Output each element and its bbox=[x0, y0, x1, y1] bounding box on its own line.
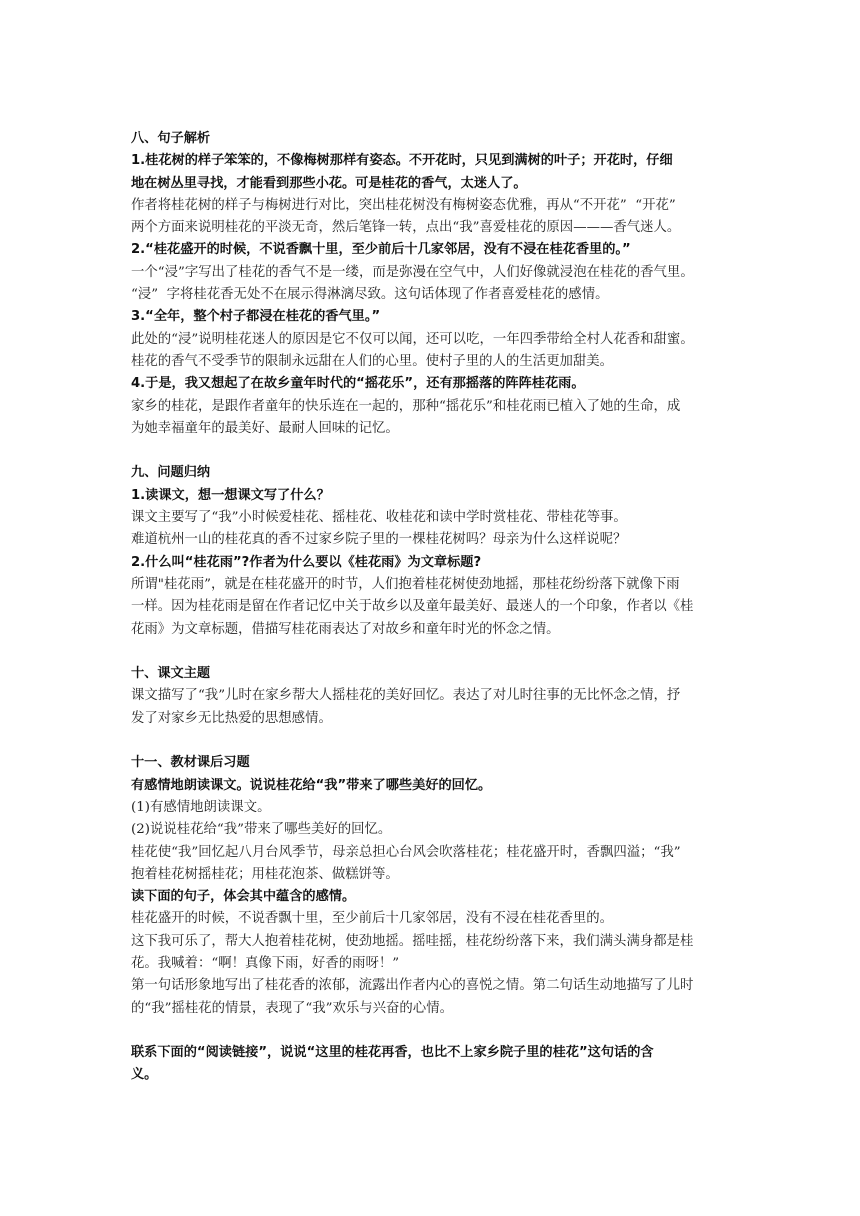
document-page bbox=[131, 128, 737, 1087]
exercise-answer-2-line-2: 这下我可乐了，帮大人抱着桂花树，使劲地摇。摇哇摇，桂花纷纷落下来，我们满头满身都是桂 bbox=[131, 933, 694, 949]
exercise-answer-2-line-5: 的“我”摇桂花的情景，表现了“我”欢乐与兴奋的心情。 bbox=[131, 1000, 453, 1016]
exercise-answer-2-line-1: 桂花盛开的时候，不说香飘十里，至少前后十几家邻居，没有不浸在桂花香里的。 bbox=[131, 911, 614, 927]
exercise-answer-1-line-1: (1)有感情地朗读课文。 bbox=[131, 799, 271, 815]
section-heading-exercises: 十一、教材课后习题 bbox=[131, 755, 250, 771]
summary-answer-2-line-3: 花雨》为文章标题，借描写桂花雨表达了对故乡和童年时光的怀念之情。 bbox=[131, 621, 560, 637]
summary-question-1: 1.读课文，想一想课文写了什么？ bbox=[131, 487, 330, 503]
answer-4-line-2: 为她幸福童年的最美好、最耐人回味的记忆。 bbox=[131, 420, 399, 436]
exercise-answer-1-line-4: 抱着桂花树摇桂花；用桂花泡茶、做糕饼等。 bbox=[131, 866, 399, 882]
spacer bbox=[131, 440, 737, 462]
summary-question-2: 2.什么叫“桂花雨”?作者为什么要以《桂花雨》为文章标题? bbox=[131, 554, 482, 570]
exercise-answer-1-line-3: 桂花使“我”回忆起八月台风季节，母亲总担心台风会吹落桂花；桂花盛开时，香飘四溢；“我” bbox=[131, 844, 681, 860]
answer-3-line-1: 此处的“浸”说明桂花迷人的原因是它不仅可以闻，还可以吃，一年四季带给全村人花香和甜蜜。 bbox=[131, 331, 694, 347]
question-2: 2.“桂花盛开的时候，不说香飘十里，至少前后十几家邻居，没有不浸在桂花香里的。” bbox=[131, 242, 631, 258]
section-heading-theme: 十、课文主题 bbox=[131, 666, 211, 682]
answer-4-line-1: 家乡的桂花，是跟作者童年的快乐连在一起的，那种“摇花乐”和桂花雨已植入了她的生命，成 bbox=[131, 398, 681, 414]
answer-1-line-1: 作者将桂花树的样子与梅树进行对比，突出桂花树没有梅树姿态优雅，再从“不开花” “开花” bbox=[131, 197, 676, 213]
answer-1-line-2: 两个方面来说明桂花的平淡无奇，然后笔锋一转，点出“我”喜爱桂花的原因———香气迷人。 bbox=[131, 220, 681, 236]
spacer bbox=[131, 641, 737, 663]
summary-answer-2-line-1: 所谓"桂花雨”，就是在桂花盛开的时节，人们抱着桂花树使劲地摇，那桂花纷纷落下就像下雨 bbox=[131, 576, 680, 592]
question-1-line-2: 地在树丛里寻找，才能看到那些小花。可是桂花的香气，太迷人了。 bbox=[131, 175, 527, 191]
question-3: 3.“全年，整个村子都浸在桂花的香气里。” bbox=[131, 309, 381, 325]
spacer bbox=[131, 1020, 737, 1042]
exercise-question-3-line-1: 联系下面的“阅读链接”，说说“这里的桂花再香，也比不上家乡院子里的桂花”这句话的含 bbox=[131, 1045, 654, 1061]
exercise-answer-2-line-4: 第一句话形象地写出了桂花香的浓郁，流露出作者内心的喜悦之情。第二句话生动地描写了儿时 bbox=[131, 978, 694, 994]
exercise-answer-2-line-3: 花。我喊着：“啊！真像下雨，好香的雨呀！” bbox=[131, 955, 400, 971]
exercise-question-3-line-2: 义。 bbox=[131, 1067, 158, 1083]
summary-answer-1-line-2: 难道杭州一山的桂花真的香不过家乡院子里的一棵桂花树吗？母亲为什么这样说呢？ bbox=[131, 532, 627, 548]
summary-answer-1-line-1: 课文主要写了“我”小时候爱桂花、摇桂花、收桂花和读中学时赏桂花、带桂花等事。 bbox=[131, 510, 627, 526]
exercise-question-2: 读下面的句子，体会其中蕴含的感情。 bbox=[131, 889, 356, 905]
answer-3-line-2: 桂花的香气不受季节的限制永远甜在人们的心里。使村子里的人的生活更加甜美。 bbox=[131, 353, 614, 369]
answer-2-line-1: 一个“浸”字写出了桂花的香气不是一缕，而是弥漫在空气中，人们好像就浸泡在桂花的香气里。 bbox=[131, 264, 694, 280]
section-heading-question-summary: 九、问题归纳 bbox=[131, 465, 211, 481]
spacer bbox=[131, 730, 737, 752]
section-heading-sentence-analysis: 八、句子解析 bbox=[131, 131, 211, 146]
summary-answer-2-line-2: 一样。因为桂花雨是留在作者记忆中关于故乡以及童年最美好、最迷人的一个印象，作者以《桂 bbox=[131, 599, 694, 615]
theme-line-2: 发了对家乡无比热爱的思想感情。 bbox=[131, 710, 332, 726]
exercise-question-1: 有感情地朗读课文。说说桂花给“我”带来了哪些美好的回忆。 bbox=[131, 777, 492, 793]
question-4: 4.于是，我又想起了在故乡童年时代的“摇花乐”，还有那摇落的阵阵桂花雨。 bbox=[131, 376, 585, 392]
answer-2-line-2: “浸” 字将桂花香无处不在展示得淋漓尽致。这句话体现了作者喜爱桂花的感情。 bbox=[131, 287, 609, 303]
question-1-line-1: 1.桂花树的样子笨笨的，不像梅树那样有姿态。不开花时，只见到满树的叶子；开花时，仔细 bbox=[131, 153, 673, 169]
theme-line-1: 课文描写了“我”儿时在家乡帮大人摇桂花的美好回忆。表达了对儿时往事的无比怀念之情，抒 bbox=[131, 688, 681, 704]
exercise-answer-1-line-2: (2)说说桂花给“我”带来了哪些美好的回忆。 bbox=[131, 822, 392, 838]
